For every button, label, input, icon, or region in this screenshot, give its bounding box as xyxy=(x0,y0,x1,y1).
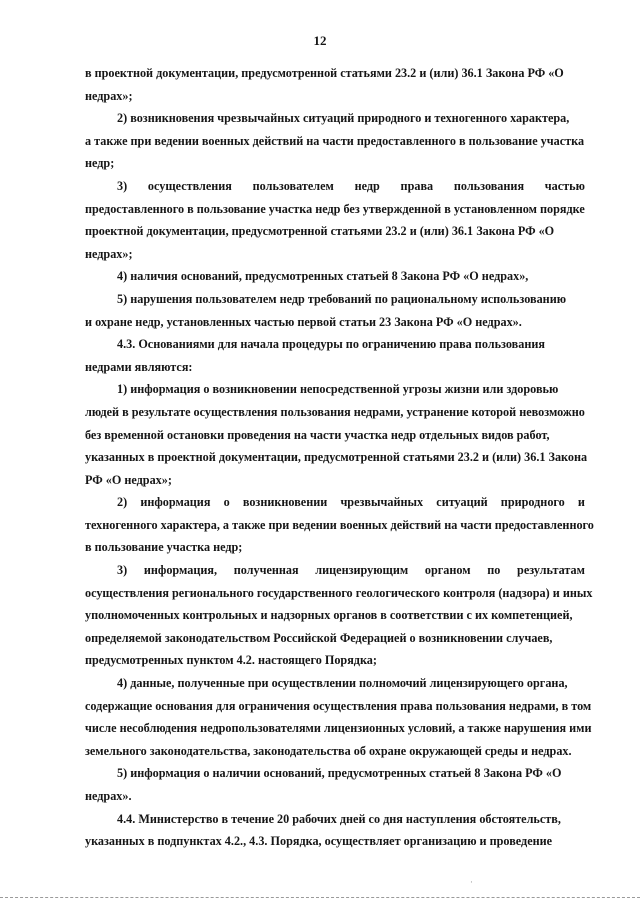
text-line xyxy=(85,559,585,582)
text-line: недрами являются: xyxy=(85,359,193,374)
text-line xyxy=(85,175,585,198)
word: результатам xyxy=(517,563,585,578)
word: природного xyxy=(500,495,565,510)
word: возникновении xyxy=(242,495,328,510)
word: пользователем xyxy=(252,178,334,193)
text-line: недр; xyxy=(85,156,115,171)
text-line: предусмотренных пунктом 4.2. настоящего Порядка; xyxy=(85,653,377,668)
word: о xyxy=(223,495,230,510)
word: чрезвычайных xyxy=(340,495,424,510)
text-line: 5) нарушения пользователем недр требований по рациональному использованию xyxy=(117,291,567,306)
text-line: в проектной документации, предусмотренной статьями 23.2 и (или) 36.1 Закона РФ «О xyxy=(85,66,564,80)
word: права xyxy=(400,178,434,193)
text-line: предоставленного в пользование участка недр без утвержденной в установленном порядке xyxy=(85,201,585,216)
text-line: указанных в проектной документации, предусмотренной статьями 23.2 и (или) 36.1 Закона xyxy=(85,450,588,465)
text-line: людей в результате осуществления пользования недрами, устранение которой невозможно xyxy=(85,404,585,419)
text-line: числе несоблюдения недропользователями лицензионных условий, а также нарушения ими xyxy=(85,721,592,736)
word: 3) xyxy=(117,178,128,193)
page-bottom-rule xyxy=(0,897,640,898)
text-line: недрах»; xyxy=(85,88,133,103)
text-line: 4) данные, полученные при осуществлении полномочий лицензирующего органа, xyxy=(117,676,568,691)
word: информация xyxy=(140,495,211,510)
word: полученная xyxy=(233,563,299,578)
page-number: 12 xyxy=(313,33,327,48)
word: органом xyxy=(424,563,471,578)
text-line: проектной документации, предусмотренной статьями 23.2 и (или) 36.1 Закона РФ «О xyxy=(85,224,555,239)
word: пользования xyxy=(453,178,525,193)
text-line: недрах». xyxy=(85,789,132,803)
word: 3) xyxy=(117,563,128,578)
text-line: уполномоченных контрольных и надзорных органов в соответствии с их компетенцией, xyxy=(85,608,573,623)
word: недр xyxy=(354,178,380,193)
text-line: 2) возникновения чрезвычайных ситуаций природного и техногенного характера, xyxy=(117,111,570,126)
text-line: а также при ведении военных действий на части предоставленного в пользование участка xyxy=(85,133,585,148)
text-line: 4.3. Основаниями для начала процедуры по ограничению права пользования xyxy=(117,337,545,352)
word: лицензирующим xyxy=(315,563,409,578)
word: информация, xyxy=(143,563,218,578)
text-line: 4) наличия оснований, предусмотренных статьей 8 Закона РФ «О недрах», xyxy=(117,269,529,284)
document-body xyxy=(85,62,594,853)
text-line: указанных в подпунктах 4.2., 4.3. Порядка, осуществляет организацию и проведение xyxy=(85,834,553,849)
word: осуществления xyxy=(147,178,232,193)
text-line: земельного законодательства, законодательства об охране окружающей среды и недрах. xyxy=(85,743,572,758)
text-line: 4.4. Министерство в течение 20 рабочих дней со дня наступления обстоятельств, xyxy=(117,811,561,826)
word: по xyxy=(487,563,501,578)
text-line: в пользование участка недр; xyxy=(85,540,243,555)
text-line: 1) информация о возникновении непосредственной угрозы жизни или здоровью xyxy=(117,382,559,397)
word: частью xyxy=(544,178,585,193)
text-line xyxy=(85,491,585,514)
text-line: и охране недр, установленных частью первой статьи 23 Закона РФ «О недрах». xyxy=(85,314,522,329)
text-line: содержащие основания для ограничения осуществления права пользования недрами, в том xyxy=(85,698,592,713)
text-line: РФ «О недрах»; xyxy=(85,472,172,487)
text-line: 5) информация о наличии оснований, предусмотренных статьей 8 Закона РФ «О xyxy=(117,766,562,781)
word: ситуаций xyxy=(436,495,488,510)
text-line: недрах»; xyxy=(85,246,133,261)
text-line: техногенного характера, а также при ведении военных действий на части предоставленного xyxy=(85,517,594,532)
scan-artifact: · xyxy=(470,878,473,888)
text-line: определяемой законодательством Российской Федерацией о возникновении случаев, xyxy=(85,630,553,645)
word: и xyxy=(577,495,585,510)
text-line: осуществления регионального государственного геологического контроля (надзора) и иных xyxy=(85,585,593,600)
text-line: без временной остановки проведения на части участка недр отдельных видов работ, xyxy=(85,427,550,442)
word: 2) xyxy=(117,495,128,510)
